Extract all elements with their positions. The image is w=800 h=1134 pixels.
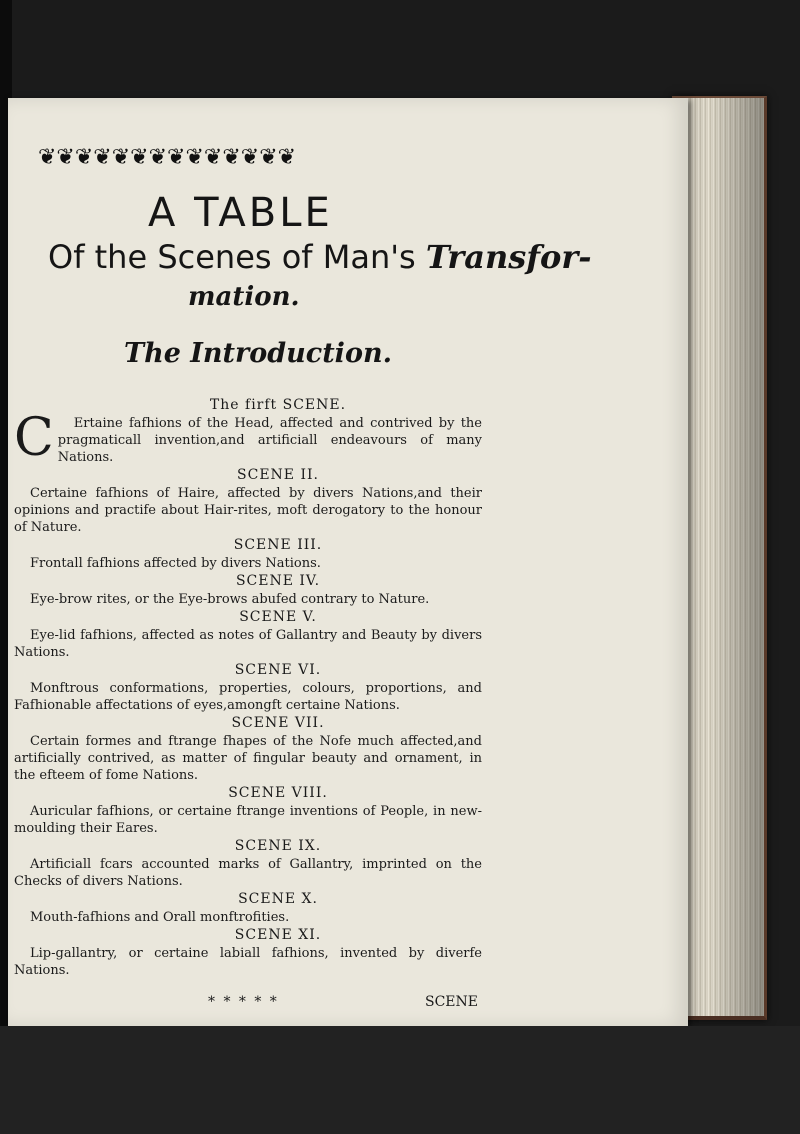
scene-description: Eye-lid fafhions, affected as notes of Gallantry and Beauty by divers Nations. [14, 628, 482, 660]
scene-entry [14, 396, 482, 466]
scene-description: Eye-brow rites, or the Eye-brows abufed contrary to Nature. [30, 592, 430, 607]
scene-entry [14, 466, 482, 536]
scene-title: SCENE XI. [234, 927, 322, 943]
scene-entry [14, 890, 482, 926]
scene-description: Artificiall fcars accounted marks of Gallantry, imprinted on the Checks of divers Nations. [14, 857, 482, 889]
scene-title: SCENE X. [238, 891, 318, 907]
scene-entry [14, 572, 482, 608]
scene-description: Mouth-fafhions and Orall monftrofities. [30, 910, 290, 925]
scene-description: Certain formes and ftrange fhapes of the Nofe much affected,and artificially contrived, as matter of fingular beauty and ornament, in the efteem of fome Nations. [14, 734, 482, 783]
scene-title: SCENE VII. [231, 715, 325, 731]
page-title: A TABLE [148, 190, 333, 236]
page-subtitle [48, 238, 591, 276]
background-surface [0, 1026, 800, 1134]
footer-ornament: * * * * * [208, 994, 279, 1010]
scene-title: SCENE IX. [234, 838, 322, 854]
scene-title: SCENE II. [237, 467, 319, 483]
page-footer [208, 994, 478, 1010]
scene-entry [14, 784, 482, 837]
scene-description: Auricular fafhions, or certaine ftrange inventions of People, in new-moulding their Eares. [14, 804, 482, 836]
scene-title: SCENE VIII. [228, 785, 328, 801]
subtitle-italic: Transfor- [425, 238, 592, 276]
scene-description: Certaine fafhions of Haire, affected by divers Nations,and their opinions and practife about Hair-rites, moft derogatory to the honour of Nature. [14, 486, 482, 535]
ornament-band [38, 144, 498, 172]
scene-title: SCENE V. [239, 609, 317, 625]
scene-description: Lip-gallantry, or certaine labiall fafhions, invented by diverfe Nations. [14, 946, 482, 978]
scene-entry [14, 837, 482, 890]
scene-entry [14, 661, 482, 714]
scene-entry [14, 536, 482, 572]
book-page [8, 98, 688, 1026]
scene-description: Frontall fafhions affected by divers Nations. [30, 556, 321, 571]
scene-title: SCENE III. [233, 537, 323, 553]
scene-entry [14, 926, 482, 979]
catchword: SCENE [425, 994, 478, 1010]
subtitle-plain: Of the Scenes of Man's [48, 238, 426, 276]
scene-description [14, 408, 482, 468]
subtitle-continuation: mation. [188, 282, 300, 312]
scene-list [14, 396, 482, 979]
introduction-heading: The Introduction. [124, 338, 392, 369]
scene-entry [14, 714, 482, 784]
drop-cap: C [14, 408, 54, 468]
scene-title: The firft SCENE. [209, 397, 347, 413]
scene-description: Monftrous conformations, properties, colours, proportions, and Fafhionable affectations of eyes,amongft certaine Nations. [14, 681, 482, 713]
scene-title: SCENE VI. [234, 662, 322, 678]
scene-text: Ertaine fafhions of the Head, affected and contrived by the pragmaticall invention,and artificiall endeavours of many Nations. [57, 416, 482, 465]
scene-title: SCENE IV. [235, 573, 321, 589]
ornament-glyphs: ❦❦❦❦❦❦❦❦❦❦❦❦❦❦ [38, 145, 297, 170]
scene-entry [14, 608, 482, 661]
